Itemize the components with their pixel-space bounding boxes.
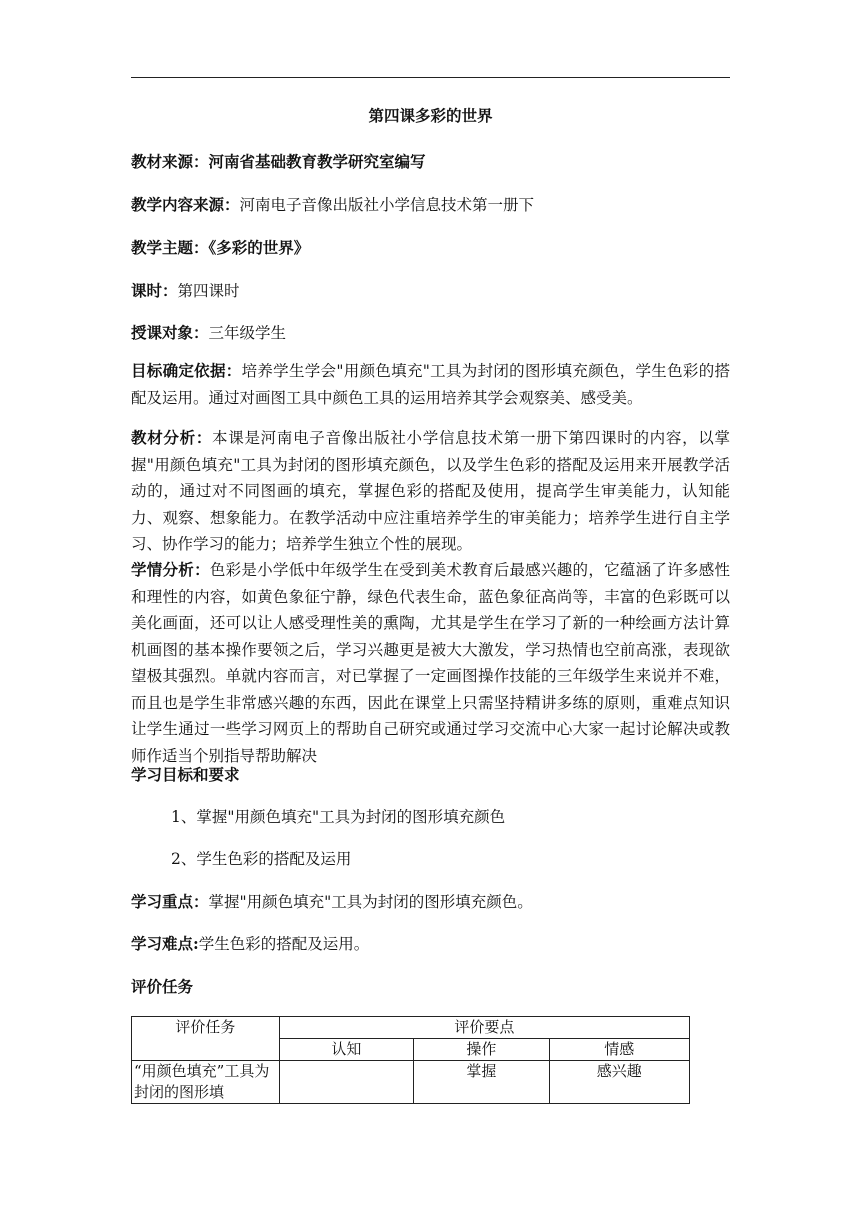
content-source-line <box>131 193 534 215</box>
period-line <box>131 279 240 301</box>
operation-header-cell: 操作 <box>414 1039 549 1061</box>
table-header-row <box>132 1017 690 1039</box>
student-analysis-label: 学情分析： <box>131 560 210 579</box>
source-line <box>131 150 426 172</box>
source-label: 教材来源： <box>131 152 209 171</box>
theme-line <box>131 236 309 258</box>
cognition-cell <box>279 1061 413 1104</box>
audience-label: 授课对象： <box>131 323 209 342</box>
operation-cell: 掌握 <box>414 1061 549 1104</box>
goals-heading: 学习目标和要求 <box>131 765 240 784</box>
material-analysis-value: 本课是河南电子音像出版社小学信息技术第一册下第四课时的内容，以掌握"用颜色填充"工具为封闭的图形填充颜色，以及学生色彩的搭配及运用来开展教学活动的，通过对不同图画的填充，掌握色彩的搭配及使用，提高学生审美能力，认知能力、观察、想象能力。在教学活动中应注重培养学生的审美能力；培养学生进行自主学习、协作学习的能力；培养学生独立个性的展现。 <box>131 429 730 553</box>
audience-value: 三年级学生 <box>208 324 287 342</box>
task-cell: “用颜色填充”工具为封闭的图形填 <box>132 1061 280 1104</box>
material-analysis-paragraph <box>131 425 730 558</box>
key-point-line <box>131 890 533 912</box>
difficulty-label: 学习难点: <box>131 934 199 953</box>
difficulty-value: 学生色彩的搭配及运用。 <box>198 935 370 953</box>
student-analysis-value: 色彩是小学低中年级学生在受到美术教育后最感兴趣的，它蕴涵了许多感性和理性的内容，如黄色象征宁静，绿色代表生命，蓝色象征高尚等，丰富的色彩既可以美化画面，还可以让人感受理性美的熏陶，尤其是学生在学习了新的一种绘画方法计算机画图的基本操作要领之后，学习兴趣更是被大大激发，学习热情也空前高涨，表现欲望极其强烈。单就内容而言，对已掌握了一定画图操作技能的三年级学生来说并不难，而且也是学生非常感兴趣的东西，因此在课堂上只需坚持精讲多练的原则，重难点知识让学生通过一些学习网页上的帮助自己研究或通过学习交流中心大家一起讨论解决或教师作适当个别指导帮助解决 <box>131 561 730 765</box>
emotion-cell: 感兴趣 <box>549 1061 689 1104</box>
material-analysis-label: 教材分析： <box>131 428 213 447</box>
cognition-header-cell: 认知 <box>279 1039 413 1061</box>
audience-line <box>131 321 286 343</box>
period-value: 第四课时 <box>177 282 240 300</box>
theme-label: 教学主题： <box>131 238 209 257</box>
period-label: 课时： <box>131 281 178 300</box>
goal-item-2: 2、学生色彩的搭配及运用 <box>171 850 352 868</box>
student-analysis-paragraph <box>131 557 730 769</box>
content-source-label: 教学内容来源： <box>131 195 240 214</box>
basis-label: 目标确定依据： <box>131 361 242 380</box>
content-source-value: 河南电子音像出版社小学信息技术第一册下 <box>239 196 535 214</box>
task-header-cell: 评价任务 <box>132 1017 280 1061</box>
points-header-cell: 评价要点 <box>279 1017 689 1039</box>
header-rule <box>131 77 730 78</box>
evaluation-heading: 评价任务 <box>131 977 194 996</box>
source-value: 河南省基础教育教学研究室编写 <box>208 152 426 171</box>
table-row <box>132 1061 690 1104</box>
basis-value: 培养学生学会"用颜色填充"工具为封闭的图形填充颜色，学生色彩的搭配及运用。通过对画图工具中颜色工具的运用培养其学会观察美、感受美。 <box>131 362 730 407</box>
theme-value: 《多彩的世界》 <box>208 238 310 257</box>
basis-paragraph <box>131 358 730 411</box>
difficulty-line <box>131 932 369 954</box>
document-title: 第四课多彩的世界 <box>368 106 493 125</box>
goal-item-1: 1、掌握"用颜色填充"工具为封闭的图形填充颜色 <box>171 808 506 826</box>
evaluation-table <box>131 1016 690 1104</box>
emotion-header-cell: 情感 <box>549 1039 689 1061</box>
key-point-value: 掌握"用颜色填充"工具为封闭的图形填充颜色。 <box>208 893 533 911</box>
key-point-label: 学习重点： <box>131 892 209 911</box>
